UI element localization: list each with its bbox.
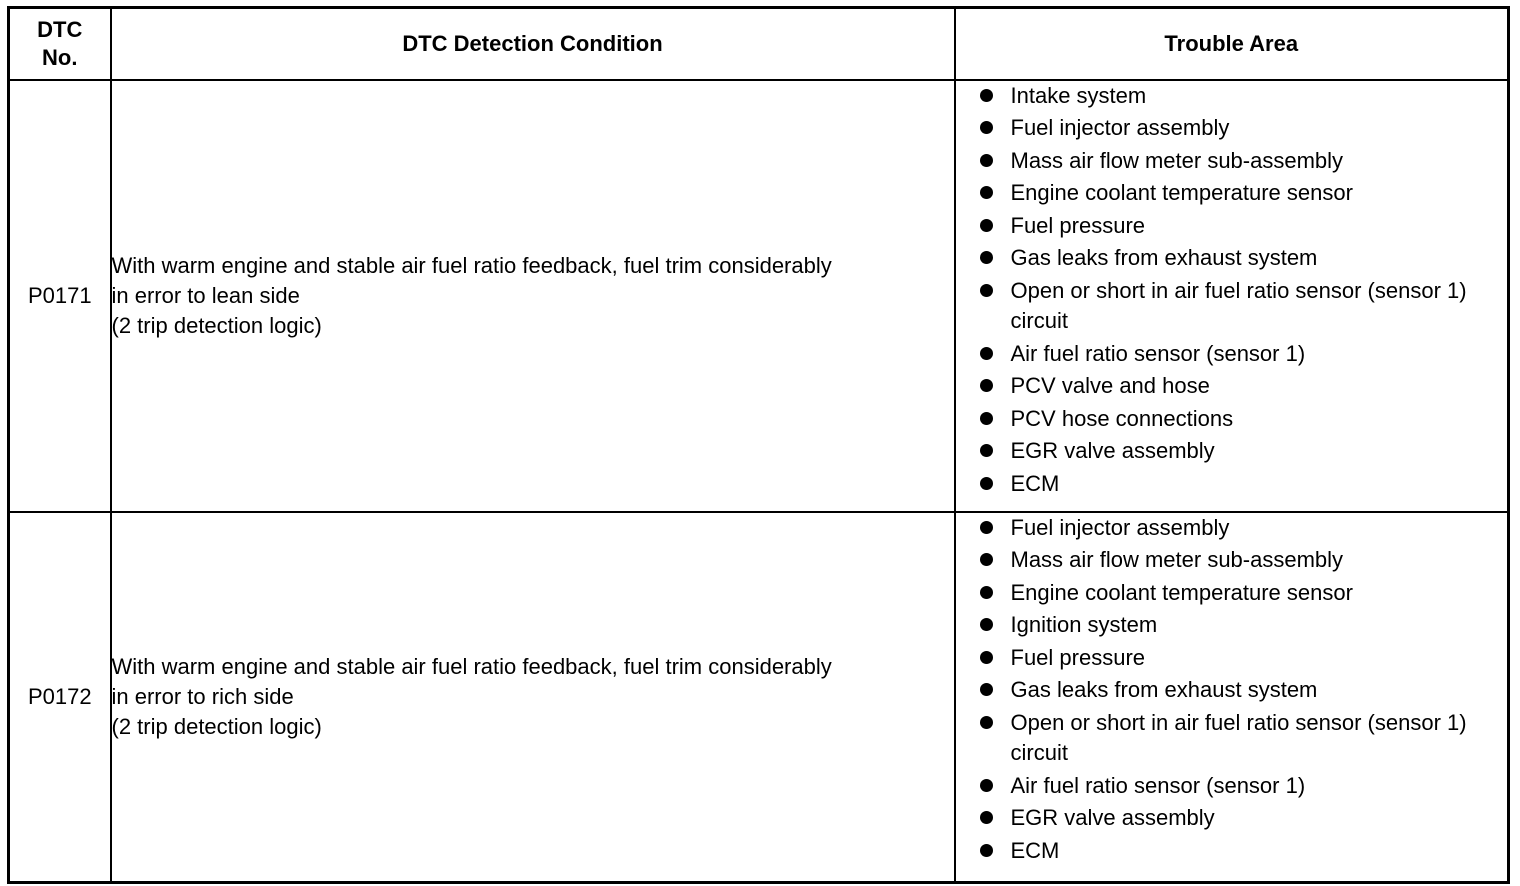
trouble-area-label: Open or short in air fuel ratio sensor (sensor 1) circuit xyxy=(1010,710,1467,766)
bullet-icon xyxy=(980,586,993,599)
trouble-area-item xyxy=(1011,436,1508,466)
trouble-area-item xyxy=(1011,578,1508,608)
trouble-area-label: Gas leaks from exhaust system xyxy=(1010,245,1318,271)
trouble-area-label: Fuel injector assembly xyxy=(1010,115,1230,141)
trouble-area-label: Gas leaks from exhaust system xyxy=(1010,677,1318,703)
trouble-area-label: PCV valve and hose xyxy=(1010,373,1210,399)
dtc-code: P0172 xyxy=(9,512,111,883)
trouble-area-item xyxy=(1011,513,1508,543)
trouble-area-label: Fuel pressure xyxy=(1010,212,1146,238)
trouble-area-item xyxy=(1011,610,1508,640)
trouble-area-item xyxy=(1011,469,1508,499)
trouble-area-label: EGR valve assembly xyxy=(1010,438,1215,464)
bullet-icon xyxy=(980,444,993,457)
trouble-area-label: Fuel injector assembly xyxy=(1010,514,1230,540)
bullet-icon xyxy=(980,379,993,392)
trouble-area-item xyxy=(1011,81,1508,111)
trouble-area-label: Open or short in air fuel ratio sensor (sensor 1) circuit xyxy=(1010,278,1467,334)
trouble-area-label: Engine coolant temperature sensor xyxy=(1010,180,1353,206)
trouble-area-label: Mass air flow meter sub-assembly xyxy=(1010,547,1344,573)
bullet-icon xyxy=(980,89,993,102)
bullet-icon xyxy=(980,811,993,824)
trouble-area-label: ECM xyxy=(1010,837,1060,863)
bullet-icon xyxy=(980,521,993,534)
trouble-area-item xyxy=(1011,708,1508,768)
bullet-icon xyxy=(980,477,993,490)
condition-line: (2 trip detection logic) xyxy=(111,312,322,338)
table-row xyxy=(9,80,1509,512)
bullet-icon xyxy=(980,683,993,696)
trouble-area-label: Air fuel ratio sensor (sensor 1) xyxy=(1010,772,1306,798)
trouble-area-cell xyxy=(955,512,1509,883)
bullet-icon xyxy=(980,779,993,792)
bullet-icon xyxy=(980,844,993,857)
trouble-area-label: Intake system xyxy=(1010,82,1147,108)
trouble-area-item xyxy=(1011,146,1508,176)
bullet-icon xyxy=(980,284,993,297)
trouble-area-label: Ignition system xyxy=(1010,612,1158,638)
trouble-area-cell xyxy=(955,80,1509,512)
bullet-icon xyxy=(980,121,993,134)
bullet-icon xyxy=(980,186,993,199)
header-condition: DTC Detection Condition xyxy=(111,8,955,80)
bullet-icon xyxy=(980,651,993,664)
trouble-area-item xyxy=(1011,371,1508,401)
bullet-icon xyxy=(980,154,993,167)
trouble-area-item xyxy=(1011,643,1508,673)
trouble-area-list xyxy=(956,81,1508,500)
trouble-area-item xyxy=(1011,276,1508,336)
dtc-table xyxy=(7,6,1510,884)
header-dtc-no-line: DTC xyxy=(37,16,83,42)
header-dtc-no xyxy=(9,8,111,80)
bullet-icon xyxy=(980,618,993,631)
trouble-area-label: ECM xyxy=(1010,471,1060,497)
bullet-icon xyxy=(980,347,993,360)
trouble-area-item xyxy=(1011,211,1508,241)
detection-condition xyxy=(111,512,955,883)
header-dtc-no-line: No. xyxy=(42,44,78,70)
detection-condition xyxy=(111,80,955,512)
bullet-icon xyxy=(980,412,993,425)
bullet-icon xyxy=(980,219,993,232)
trouble-area-label: Mass air flow meter sub-assembly xyxy=(1010,147,1344,173)
trouble-area-label: Engine coolant temperature sensor xyxy=(1010,579,1353,605)
bullet-icon xyxy=(980,251,993,264)
trouble-area-item xyxy=(1011,675,1508,705)
trouble-area-label: EGR valve assembly xyxy=(1010,805,1215,831)
condition-line: (2 trip detection logic) xyxy=(111,713,322,739)
trouble-area-item xyxy=(1011,836,1508,866)
trouble-area-item xyxy=(1011,803,1508,833)
condition-line: in error to rich side xyxy=(111,683,294,709)
trouble-area-label: Fuel pressure xyxy=(1010,644,1146,670)
trouble-area-item xyxy=(1011,243,1508,273)
trouble-area-item xyxy=(1011,178,1508,208)
trouble-area-label: PCV hose connections xyxy=(1010,405,1234,431)
header-trouble-area: Trouble Area xyxy=(955,8,1509,80)
trouble-area-list xyxy=(956,513,1508,866)
dtc-code: P0171 xyxy=(9,80,111,512)
trouble-area-label: Air fuel ratio sensor (sensor 1) xyxy=(1010,340,1306,366)
trouble-area-item xyxy=(1011,113,1508,143)
condition-line: With warm engine and stable air fuel ratio feedback, fuel trim considerably xyxy=(111,252,832,278)
condition-line: With warm engine and stable air fuel ratio feedback, fuel trim considerably xyxy=(111,653,832,679)
trouble-area-item xyxy=(1011,771,1508,801)
condition-line: in error to lean side xyxy=(111,282,300,308)
trouble-area-item xyxy=(1011,545,1508,575)
trouble-area-item xyxy=(1011,404,1508,434)
table-header-row xyxy=(9,8,1509,80)
table-row xyxy=(9,512,1509,883)
trouble-area-item xyxy=(1011,339,1508,369)
bullet-icon xyxy=(980,553,993,566)
bullet-icon xyxy=(980,716,993,729)
